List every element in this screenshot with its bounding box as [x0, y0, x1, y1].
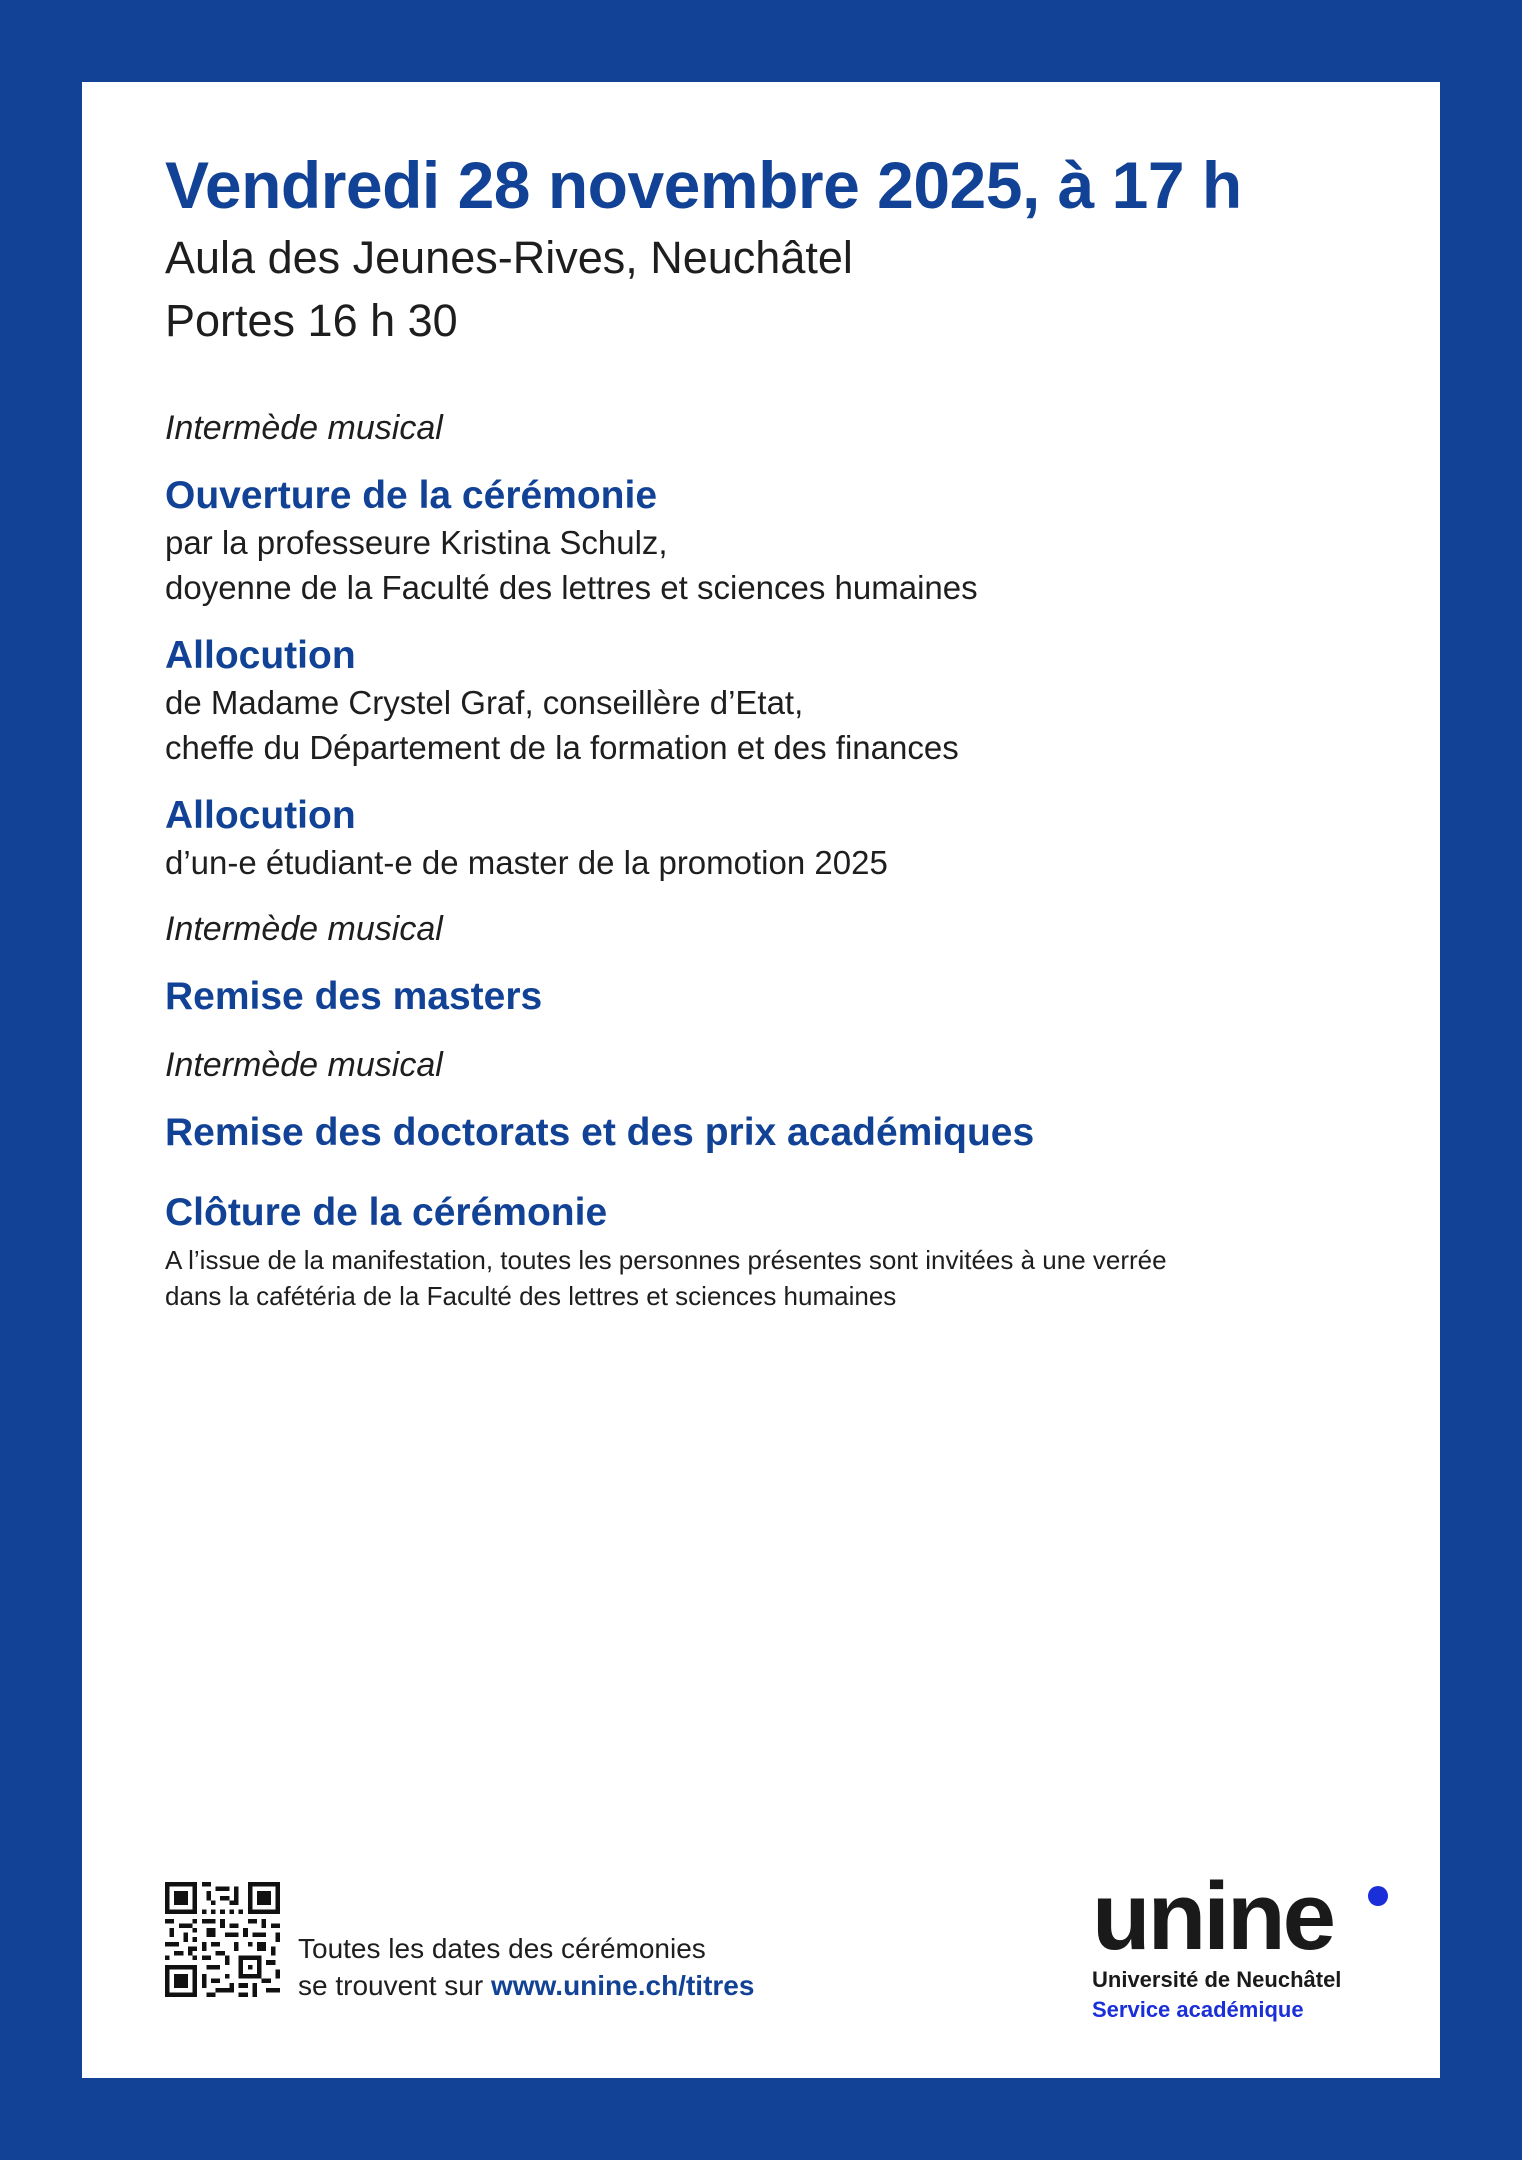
footer-line: Toutes les dates des cérémonies [298, 1933, 706, 1964]
program-interlude: Intermède musical [165, 409, 443, 447]
doors-time: Portes 16 h 30 [165, 295, 458, 346]
event-date-time: Vendredi 28 novembre 2025, à 17 h [165, 148, 1242, 222]
logo-university: Université de Neuchâtel [1092, 1967, 1342, 1992]
program-interlude: Intermède musical [165, 910, 443, 948]
logo-service: Service académique [1092, 1997, 1304, 2022]
unine-logo [1092, 1863, 1392, 2023]
program-item-title: Allocution [165, 634, 356, 677]
footer-line-prefix: se trouvent sur [298, 1970, 491, 2001]
program-item-title: Ouverture de la cérémonie [165, 474, 658, 517]
program-item-desc: d’un-e étudiant-e de master de la promotion 2025 [165, 844, 888, 881]
program-item-desc: cheffe du Département de la formation et des finances [165, 729, 959, 766]
program-item-allocution-1 [165, 632, 1385, 770]
program-item-title: Remise des masters [165, 975, 543, 1018]
program-item-allocution-2 [165, 792, 1385, 885]
program-item-desc: de Madame Crystel Graf, conseillère d’Etat, [165, 684, 804, 721]
ceremony-program [165, 406, 1385, 1237]
logo-wordmark: unine [1092, 1863, 1333, 1970]
program-item-closing [165, 1189, 1385, 1237]
closing-note-line: dans la cafétéria de la Faculté des lettres et sciences humaines [165, 1281, 897, 1311]
qr-code-icon[interactable] [165, 1882, 280, 1997]
invitation-sheet [82, 82, 1440, 2078]
logo-dot-icon [1368, 1886, 1388, 1906]
program-item-title: Clôture de la cérémonie [165, 1191, 608, 1234]
footer-info [298, 1930, 754, 2004]
program-item-doctorates [165, 1109, 1385, 1157]
titles-link[interactable]: www.unine.ch/titres [490, 1970, 755, 2001]
program-interlude: Intermède musical [165, 1046, 443, 1084]
program-item-title: Allocution [165, 794, 356, 837]
program-item-title: Remise des doctorats et des prix académiques [165, 1111, 1035, 1154]
program-item-opening [165, 472, 1385, 610]
program-item-masters [165, 973, 1385, 1021]
event-venue: Aula des Jeunes-Rives, Neuchâtel [165, 232, 853, 283]
program-item-desc: doyenne de la Faculté des lettres et sciences humaines [165, 569, 978, 606]
closing-note-line: A l’issue de la manifestation, toutes les personnes présentes sont invitées à une verrée [165, 1245, 1167, 1275]
closing-note [165, 1242, 1167, 1314]
program-item-desc: par la professeure Kristina Schulz, [165, 524, 668, 561]
